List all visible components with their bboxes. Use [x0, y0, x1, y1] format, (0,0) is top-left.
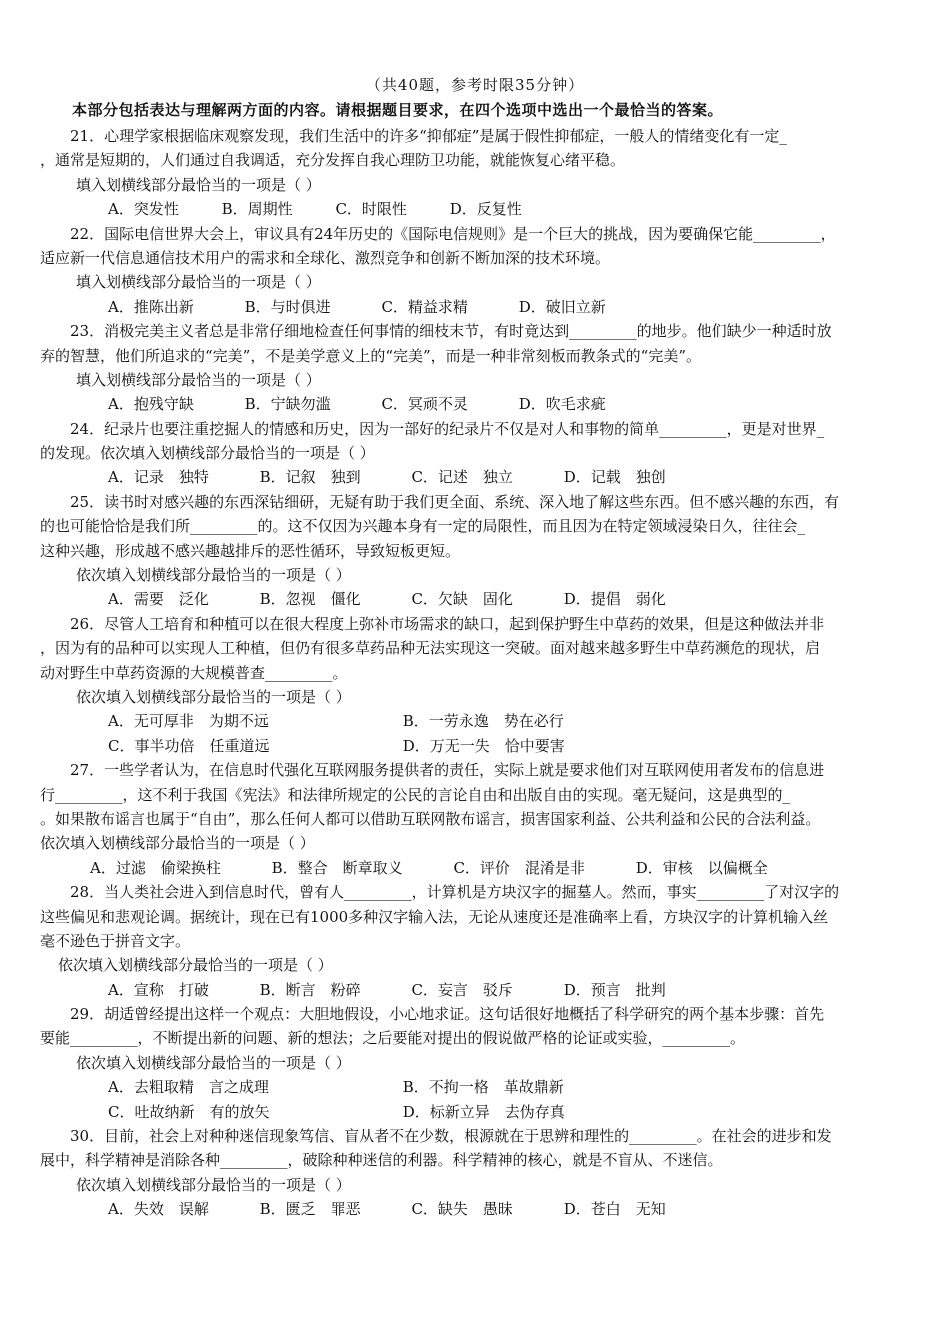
question-26 — [40, 612, 920, 758]
option-d[interactable]: D．标新立异 去伪存真 — [402, 1102, 565, 1121]
option-a[interactable]: A．推陈出新 — [108, 297, 194, 316]
question-text: 。如果散布谣言也属于“自由”，那么任何人都可以借助互联网散布谣言，损害国家利益、公共利益和公民的合法利益。 — [40, 809, 821, 828]
question-text: 23．消极完美主义者总是非常仔细地检查任何事情的细枝末节，有时竟达到_________的地步。他们缺少一种适时放 — [70, 322, 832, 341]
option-d[interactable]: D．反复性 — [449, 200, 522, 219]
option-row — [40, 465, 920, 489]
option-row — [40, 587, 920, 611]
option-c[interactable]: C．事半功倍 任重道远 — [108, 736, 270, 755]
section-subtitle: （共40题，参考时限35分钟） — [365, 76, 585, 94]
option-a[interactable]: A．记录 独特 — [108, 468, 209, 487]
question-text: 29．胡适曾经提出这样一个观点：大胆地假设，小心地求证。这句话很好地概括了科学研究的两个基本步骤：首先 — [70, 1005, 825, 1024]
question-text: 动对野生中草药资源的大规模普查_________。 — [40, 663, 348, 682]
question-28 — [40, 880, 920, 1002]
question-text: 依次填入划横线部分最恰当的一项是（ ） — [40, 834, 315, 853]
option-d[interactable]: D．审核 以偏概全 — [635, 858, 768, 877]
option-c[interactable]: C．吐故纳新 有的放矢 — [108, 1102, 270, 1121]
question-text: 弃的智慧，他们所追求的“完美”，不是美学意义上的“完美”，而是一种非常刻板而教条式的“完美”。 — [40, 346, 702, 365]
option-row — [40, 734, 920, 758]
option-b[interactable]: B．记叙 独到 — [259, 468, 361, 487]
question-text: 的也可能恰恰是我们所_________的。这不仅因为兴趣本身有一定的局限性，而且因为在特定领域浸染日久，往往会_ — [40, 517, 806, 536]
question-prompt: 填入划横线部分最恰当的一项是（ ） — [76, 175, 321, 194]
option-row — [40, 1100, 920, 1124]
option-a[interactable]: A．无可厚非 为期不远 — [108, 712, 269, 731]
option-b[interactable]: B．一劳永逸 势在必行 — [402, 712, 564, 731]
option-b[interactable]: B．匮乏 罪恶 — [259, 1200, 361, 1219]
option-c[interactable]: C．评价 混淆是非 — [453, 858, 585, 877]
option-a[interactable]: A．突发性 — [108, 200, 179, 219]
option-a[interactable]: A．去粗取精 言之成理 — [108, 1078, 269, 1097]
question-text: 要能_________，不断提出新的问题、新的想法；之后要能对提出的假说做严格的论证或实验，_________。 — [40, 1029, 746, 1048]
section-instructions: 本部分包括表达与理解两方面的内容。请根据题目要求，在四个选项中选出一个最恰当的答案。 — [72, 101, 724, 119]
question-27 — [40, 758, 920, 880]
option-d[interactable]: D．吹毛求疵 — [518, 395, 606, 414]
option-row — [40, 392, 920, 416]
option-c[interactable]: C．时限性 — [335, 200, 407, 219]
question-prompt: 依次填入划横线部分最恰当的一项是（ ） — [76, 1175, 351, 1194]
question-text: 22．国际电信世界大会上，审议具有24年历史的《国际电信规则》是一个巨大的挑战，因为要确保它能_________， — [70, 224, 836, 243]
option-a[interactable]: A．宣称 打破 — [108, 980, 209, 999]
question-text: 28．当人类社会进入到信息时代，曾有人_________，计算机是方块汉字的掘墓人。然而，事实_________了对汉字的 — [70, 883, 840, 902]
question-text: ，通常是短期的，人们通过自我调适，充分发挥自我心理防卫功能，就能恢复心绪平稳。 — [40, 151, 626, 170]
option-row — [40, 978, 920, 1002]
question-text: 30．目前，社会上对种种迷信现象笃信、盲从者不在少数，根源就在于思辨和理性的_________。在社会的进步和发 — [70, 1127, 832, 1146]
question-text: 这些偏见和悲观论调。据统计，现在已有1000多种汉字输入法，无论从速度还是准确率上看，方块汉字的计算机输入丝 — [40, 907, 829, 926]
question-text: 行_________，这不利于我国《宪法》和法律所规定的公民的言论自由和出版自由的实现。毫无疑问，这是典型的_ — [40, 785, 791, 804]
option-b[interactable]: B．宁缺勿滥 — [244, 395, 331, 414]
question-30 — [40, 1124, 920, 1222]
option-b[interactable]: B．周期性 — [221, 200, 293, 219]
question-25 — [40, 490, 920, 612]
option-a[interactable]: A．失效 误解 — [108, 1200, 209, 1219]
option-b[interactable]: B．整合 断章取义 — [271, 858, 403, 877]
option-row — [40, 1197, 920, 1221]
option-d[interactable]: D．预言 批判 — [563, 980, 666, 999]
option-a[interactable]: A．过滤 偷梁换柱 — [90, 858, 221, 877]
option-c[interactable]: C．冥顽不灵 — [381, 395, 468, 414]
option-d[interactable]: D．记载 独创 — [563, 468, 666, 487]
question-prompt: 依次填入划横线部分最恰当的一项是（ ） — [76, 687, 351, 706]
question-text: 的发现。依次填入划横线部分最恰当的一项是（ ） — [40, 444, 375, 463]
option-c[interactable]: C．欠缺 固化 — [411, 590, 513, 609]
question-prompt: 依次填入划横线部分最恰当的一项是（ ） — [76, 566, 351, 585]
option-c[interactable]: C．记述 独立 — [411, 468, 513, 487]
question-text: 25．读书时对感兴趣的东西深钻细研，无疑有助于我们更全面、系统、深入地了解这些东西。但不感兴趣的东西，有 — [70, 492, 840, 511]
option-a[interactable]: A．抱残守缺 — [108, 395, 194, 414]
question-21 — [40, 124, 920, 222]
option-d[interactable]: D．破旧立新 — [518, 297, 606, 316]
question-text: 26．尽管人工培育和种植可以在很大程度上弥补市场需求的缺口，起到保护野生中草药的效果，但是这种做法并非 — [70, 614, 825, 633]
question-23 — [40, 319, 920, 417]
question-prompt: 依次填入划横线部分最恰当的一项是（ ） — [76, 1053, 351, 1072]
question-prompt: 填入划横线部分最恰当的一项是（ ） — [76, 273, 321, 292]
option-row — [40, 197, 920, 221]
option-d[interactable]: D．提倡 弱化 — [563, 590, 666, 609]
question-text: 27．一些学者认为，在信息时代强化互联网服务提供者的责任，实际上就是要求他们对互联网使用者发布的信息进 — [70, 761, 825, 780]
option-row — [40, 295, 920, 319]
option-row — [40, 709, 920, 733]
question-24 — [40, 417, 920, 490]
option-b[interactable]: B．与时俱进 — [244, 297, 331, 316]
question-text: ，因为有的品种可以实现人工种植，但仍有很多草药品种无法实现这一突破。面对越来越多野生中草药濒危的现状，启 — [40, 639, 821, 658]
option-b[interactable]: B．不拘一格 革故鼎新 — [402, 1078, 564, 1097]
option-d[interactable]: D．万无一失 恰中要害 — [402, 736, 565, 755]
question-text: 这种兴趣，形成越不感兴趣越排斥的恶性循环，导致短板更短。 — [40, 541, 461, 560]
option-row — [40, 1075, 920, 1099]
option-d[interactable]: D．苍白 无知 — [563, 1200, 666, 1219]
question-prompt: 填入划横线部分最恰当的一项是（ ） — [76, 370, 321, 389]
question-29 — [40, 1002, 920, 1124]
question-text: 21．心理学家根据临床观察发现，我们生活中的许多“抑郁症”是属于假性抑郁症，一般人的情绪变化有一定_ — [70, 127, 787, 145]
option-c[interactable]: C．精益求精 — [381, 297, 468, 316]
question-text: 24．纪录片也要注重挖掘人的情感和历史，因为一部好的纪录片不仅是对人和事物的简单_________，更是对世界_ — [70, 419, 825, 438]
question-text: 毫不逊色于拼音文字。 — [40, 931, 191, 950]
question-22 — [40, 222, 920, 320]
option-b[interactable]: B．忽视 僵化 — [259, 590, 361, 609]
option-c[interactable]: C．缺失 愚昧 — [411, 1200, 513, 1219]
option-b[interactable]: B．断言 粉碎 — [259, 980, 361, 999]
question-list — [40, 124, 920, 1222]
option-c[interactable]: C．妄言 驳斥 — [411, 980, 513, 999]
question-prompt: 依次填入划横线部分最恰当的一项是（ ） — [58, 956, 333, 975]
option-a[interactable]: A．需要 泛化 — [108, 590, 209, 609]
option-row — [40, 856, 920, 880]
question-text: 适应新一代信息通信技术用户的需求和全球化、激烈竞争和创新不断加深的技术环境。 — [40, 248, 611, 267]
question-text: 展中，科学精神是消除各种_________，破除种种迷信的利器。科学精神的核心，就是不盲从、不迷信。 — [40, 1151, 723, 1170]
